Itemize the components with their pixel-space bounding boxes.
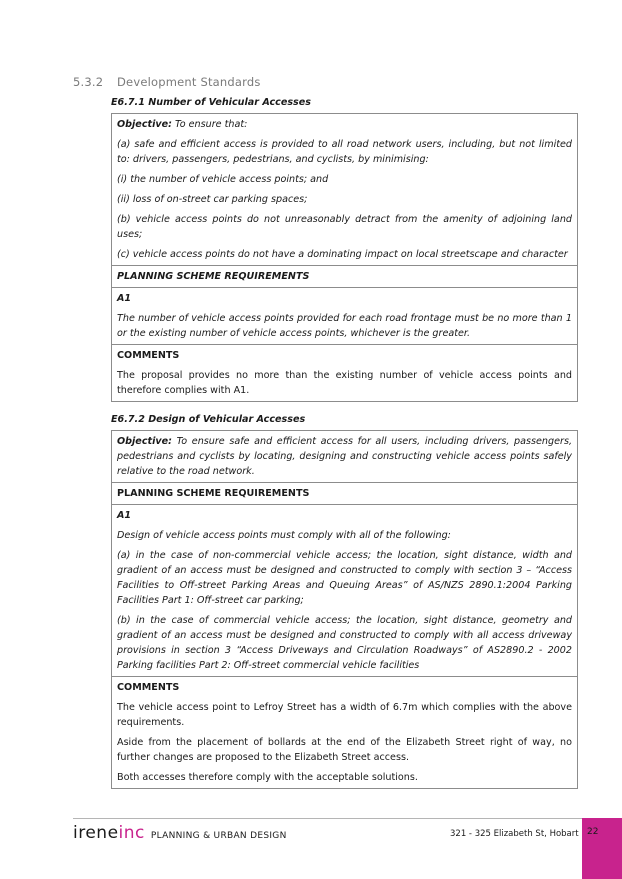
e672-requirements-header-cell: [112, 483, 577, 505]
e671-objective-item-b: (b) vehicle access points do not unreasonably detract from the amenity of adjoining land uses;: [117, 214, 572, 240]
e671-comments-cell: [112, 345, 577, 401]
e672-a1-label: A1: [117, 510, 132, 521]
e671-objective-text: To ensure that:: [175, 119, 248, 130]
section-heading: [73, 75, 261, 89]
e672-a1-item-b: (b) in the case of commercial vehicle access; the location, sight distance, geometry and gradient of an access must be designed and constructed to comply with all access driveway provisions in section 3 “Access Driveways and Circulation Roadways” of AS2890.2 - 2002 Parking facilities Part 2: Off-street commercial vehicle facilities: [117, 615, 572, 671]
e671-requirements-heading: PLANNING SCHEME REQUIREMENTS: [117, 271, 310, 282]
e672-requirements-heading: PLANNING SCHEME REQUIREMENTS: [117, 488, 310, 499]
e672-a1-cell: [112, 505, 577, 677]
e671-objective-item-c: (c) vehicle access points do not have a dominating impact on local streetscape and character: [117, 249, 568, 260]
e671-a1-label: A1: [117, 293, 132, 304]
e671-objective-item-a: (a) safe and efficient access is provided to all road network users, including, but not limited to: drivers, passengers, pedestrians, and cyclists, by minimising:: [117, 139, 572, 165]
section-title: Development Standards: [117, 75, 261, 89]
e672-heading: E6.7.2 Design of Vehicular Accesses: [111, 414, 306, 425]
page-number: 22: [587, 827, 599, 837]
e672-objective-text: To ensure safe and efficient access for all users, including drivers, passengers, pedestrians and cyclists by locating, designing and constructing vehicle access points safely relative to the road network.: [117, 436, 572, 477]
e671-objective-item-ii: (ii) loss of on-street car parking spaces;: [117, 194, 308, 205]
e671-comment-1: The proposal provides no more than the existing number of vehicle access points and therefore complies with A1.: [117, 370, 572, 396]
e672-a1-item-a: (a) in the case of non-commercial vehicle access; the location, sight distance, width and gradient of an access must be designed and constructed to comply with section 3 – “Access Facilities to Off-street Parking Areas and Queuing Areas” of AS/NZS 2890.1:2004 Parking Facilities Part 1: Off-street car parking;: [117, 550, 572, 606]
e671-objective-label: Objective:: [117, 119, 172, 130]
e672-comment-2: Aside from the placement of bollards at the end of the Elizabeth Street right of way, no further changes are proposed to the Elizabeth Street access.: [117, 737, 572, 763]
logo-tagline: PLANNING & URBAN DESIGN: [150, 831, 287, 841]
e671-table: [111, 113, 578, 402]
e672-a1-intro: Design of vehicle access points must comply with all of the following:: [117, 530, 451, 541]
e671-requirements-header-cell: [112, 266, 577, 288]
e671-objective-cell: [112, 114, 577, 266]
company-logo: [73, 823, 287, 843]
e672-comment-3: Both accesses therefore comply with the acceptable solutions.: [117, 772, 418, 783]
e671-a1-text: The number of vehicle access points provided for each road frontage must be no more than 1 or the existing number of vehicle access points, whichever is the greater.: [117, 313, 572, 339]
e672-objective-cell: [112, 431, 577, 483]
e671-a1-cell: [112, 288, 577, 345]
e671-heading: E6.7.1 Number of Vehicular Accesses: [111, 97, 311, 108]
e671-comments-heading: COMMENTS: [117, 350, 180, 361]
e672-comments-heading: COMMENTS: [117, 682, 180, 693]
footer-address: 321 - 325 Elizabeth St, Hobart: [450, 829, 579, 839]
section-number: 5.3.2: [73, 75, 104, 89]
e671-objective-item-i: (i) the number of vehicle access points; and: [117, 174, 329, 185]
logo-text-inc: inc: [118, 823, 145, 843]
e672-objective-label: Objective:: [117, 436, 172, 447]
e672-comment-1: The vehicle access point to Lefroy Street has a width of 6.7m which complies with the above requirements.: [117, 702, 572, 728]
footer-divider: [73, 818, 582, 819]
e672-comments-cell: [112, 677, 577, 788]
e672-table: [111, 430, 578, 789]
logo-text-irene: irene: [73, 823, 119, 843]
